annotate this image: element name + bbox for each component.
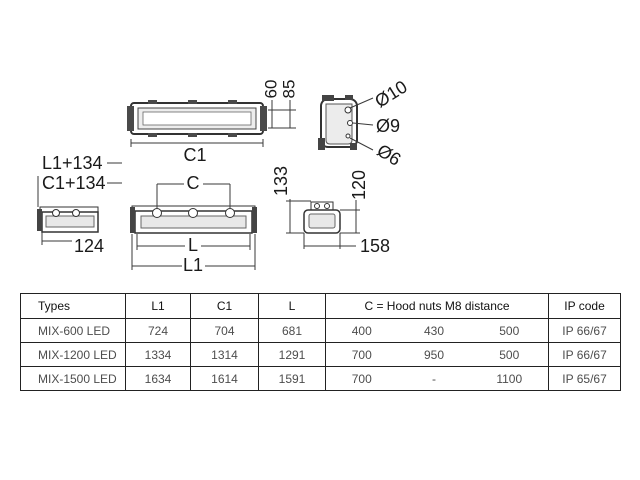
cell-c-third: 500 <box>471 343 549 367</box>
cell-ip-code: IP 66/67 <box>549 319 621 343</box>
cell-ip-code: IP 66/67 <box>549 343 621 367</box>
cell-c-third: 1100 <box>471 367 549 391</box>
cell-l: 681 <box>259 319 326 343</box>
overall-height-133-label: 133 <box>271 165 291 197</box>
end-profile-foot-right <box>350 143 357 150</box>
c1-length-label: C1 <box>183 145 207 165</box>
hood-nut <box>189 209 198 218</box>
cell-c-second: 950 <box>398 343 471 367</box>
table-row <box>21 343 621 367</box>
cell-type: MIX-1200 LED <box>21 343 126 367</box>
cell-c1: 1614 <box>191 367 259 391</box>
hood-nut <box>153 209 162 218</box>
cell-c-second: - <box>398 367 471 391</box>
header-l: L <box>259 294 326 319</box>
hood-nut <box>315 204 320 209</box>
clip-top-left <box>148 100 157 104</box>
clip-top-right <box>228 100 237 104</box>
depth-124-label: 124 <box>74 236 105 256</box>
left-view-drawing <box>37 153 122 256</box>
cell-c1: 1314 <box>191 343 259 367</box>
cell-c-third: 500 <box>471 319 549 343</box>
diameter-6-label: Ø6 <box>373 140 405 170</box>
hood-nut <box>226 209 235 218</box>
header-hood-nuts-distance: C = Hood nuts M8 distance <box>326 294 549 319</box>
header-l1: L1 <box>126 294 191 319</box>
cell-l1: 1634 <box>126 367 191 391</box>
end-view-drawing <box>318 77 411 170</box>
clip-bottom-left <box>148 133 157 137</box>
end-profile-foot-left <box>318 138 325 150</box>
fixture-diffuser <box>309 214 335 228</box>
diameter-9-label: Ø9 <box>375 116 401 136</box>
inner-height-label: 60 <box>261 79 281 99</box>
cell-c-second: 430 <box>398 319 471 343</box>
cell-c-first: 400 <box>326 319 398 343</box>
hood-nut <box>73 210 80 217</box>
hood-nut-distance-label: C <box>186 173 200 193</box>
specification-table <box>20 293 621 391</box>
cell-c-first: 700 <box>326 367 398 391</box>
cell-l1: 724 <box>126 319 191 343</box>
table-row <box>21 367 621 391</box>
header-types: Types <box>21 294 126 319</box>
outer-height-label: 85 <box>279 79 299 99</box>
fixture-end-cap-left <box>130 207 135 233</box>
cell-c1: 704 <box>191 319 259 343</box>
hood-nut <box>325 204 330 209</box>
clip-bottom-middle <box>188 133 197 137</box>
right-view-drawing <box>271 166 390 256</box>
fixture-end-cap-right <box>252 207 257 233</box>
housing-end-cap-right <box>260 106 267 131</box>
cell-l1: 1334 <box>126 343 191 367</box>
housing-end-cap-left <box>127 106 134 131</box>
table-row <box>21 319 621 343</box>
cell-type: MIX-600 LED <box>21 319 126 343</box>
overall-length-l1-label: L1 <box>182 255 204 275</box>
clip-top-middle <box>188 100 197 104</box>
cell-l: 1591 <box>259 367 326 391</box>
hood-nut <box>53 210 60 217</box>
top-view-drawing <box>127 80 299 165</box>
diffuser-lens <box>143 112 251 125</box>
cell-c-first: 700 <box>326 343 398 367</box>
cell-ip-code: IP 65/67 <box>549 367 621 391</box>
end-profile-clip-top-right <box>345 95 353 100</box>
cable-entry-hole <box>346 134 350 138</box>
fixture-diffuser <box>46 216 94 227</box>
table-header-row <box>21 294 621 319</box>
header-ip-code: IP code <box>549 294 621 319</box>
cell-l: 1291 <box>259 343 326 367</box>
cable-entry-hole <box>348 121 353 126</box>
end-profile-clip-top <box>322 95 334 101</box>
length-l-label: L <box>187 235 199 255</box>
c1-plus-134-label: C1+134 <box>42 173 106 193</box>
fixture-end-cap <box>37 209 42 231</box>
width-158-label: 158 <box>360 236 391 256</box>
clip-bottom-right <box>228 133 237 137</box>
body-height-120-label: 120 <box>349 169 369 201</box>
l1-plus-134-label: L1+134 <box>42 153 103 173</box>
cell-type: MIX-1500 LED <box>21 367 126 391</box>
side-view-drawing <box>130 173 257 275</box>
header-c1: C1 <box>191 294 259 319</box>
diameter-10-label: Ø10 <box>371 76 411 112</box>
